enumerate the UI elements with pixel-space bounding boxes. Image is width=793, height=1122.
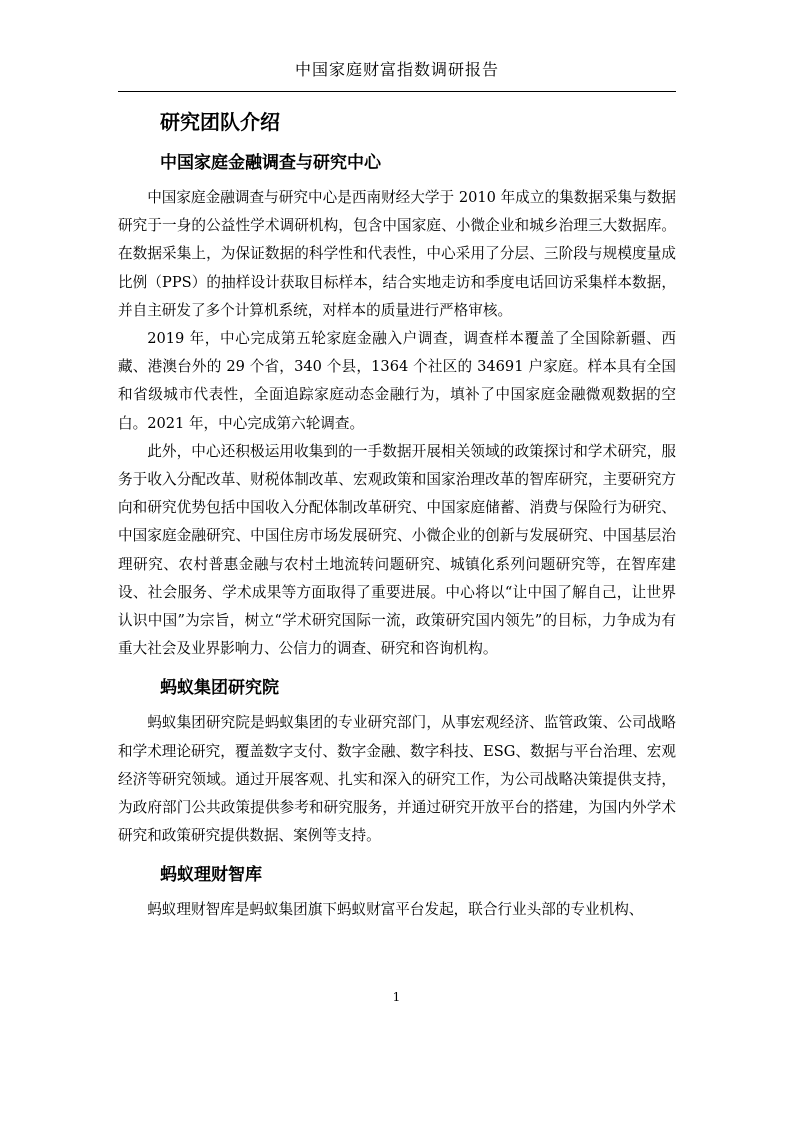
paragraph: 2019 年，中心完成第五轮家庭金融入户调查，调查样本覆盖了全国除新疆、西藏、港澳台外的 29 个省，340 个县，1364 个社区的 34691 户家庭。样本具有全国和省级城市代表性，全面追踪家庭动态金融行为，填补了中国家庭金融微观数据的空白。2021 年，中心完成第六轮调查。 [118,330,676,432]
section-ant-research [118,673,676,850]
page-number: 1 [392,990,401,1004]
page-content [118,100,676,925]
header-divider [118,91,676,92]
paragraph: 中国家庭金融调查与研究中心是西南财经大学于 2010 年成立的集数据采集与数据研究于一身的公益性学术调研机构，包含中国家庭、小微企业和城乡治理三大数据库。在数据采集上，为保证数据的科学性和代表性，中心采用了分层、三阶段与规模度量成比例（PPS）的抽样设计获取目标样本，结合实地走访和季度电话回访采集样本数据，并自主研发了多个计算机系统，对样本的质量进行严格审核。 [118,189,676,319]
paragraph: 蚂蚁理财智库是蚂蚁集团旗下蚂蚁财富平台发起，联合行业头部的专业机构、 [147,901,644,919]
section-heading: 蚂蚁理财智库 [160,865,262,886]
running-header: 中国家庭财富指数调研报告 [294,60,499,79]
section-ant-wealth-thinktank [118,860,676,924]
paragraph: 此外，中心还积极运用收集到的一手数据开展相关领域的政策探讨和学术研究，服务于收入分配改革、财税体制改革、宏观政策和国家治理改革的智库研究，主要研究方向和研究优势包括中国收入分配体制改革研究、中国家庭储蓄、消费与保险行为研究、中国家庭金融研究、中国住房市场发展研究、小微企业的创新与发展研究、中国基层治理研究、农村普惠金融与农村土地流转问题研究、城镇化系列问题研究等，在智库建设、社会服务、学术成果等方面取得了重要进展。中心将以“让中国了解自己，让世界认识中国”为宗旨，树立“学术研究国际一流，政策研究国内领先”的目标，力争成为有重大社会及业界影响力、公信力的调查、研究和咨询机构。 [118,442,676,658]
section-cfhs [118,148,676,663]
section-title: 研究团队介绍 [160,110,280,134]
section-heading: 中国家庭金融调查与研究中心 [160,153,381,173]
paragraph: 蚂蚁集团研究院是蚂蚁集团的专业研究部门，从事宏观经济、监管政策、公司战略和学术理论研究，覆盖数字支付、数字金融、数字科技、ESG、数据与平台治理、宏观经济等研究领域。通过开展客观、扎实和深入的研究工作，为公司战略决策提供支持，为政府部门公共政策提供参考和研究服务，并通过研究开放平台的搭建，为国内外学术研究和政策研究提供数据、案例等支持。 [118,714,676,845]
section-heading: 蚂蚁集团研究院 [160,678,279,699]
